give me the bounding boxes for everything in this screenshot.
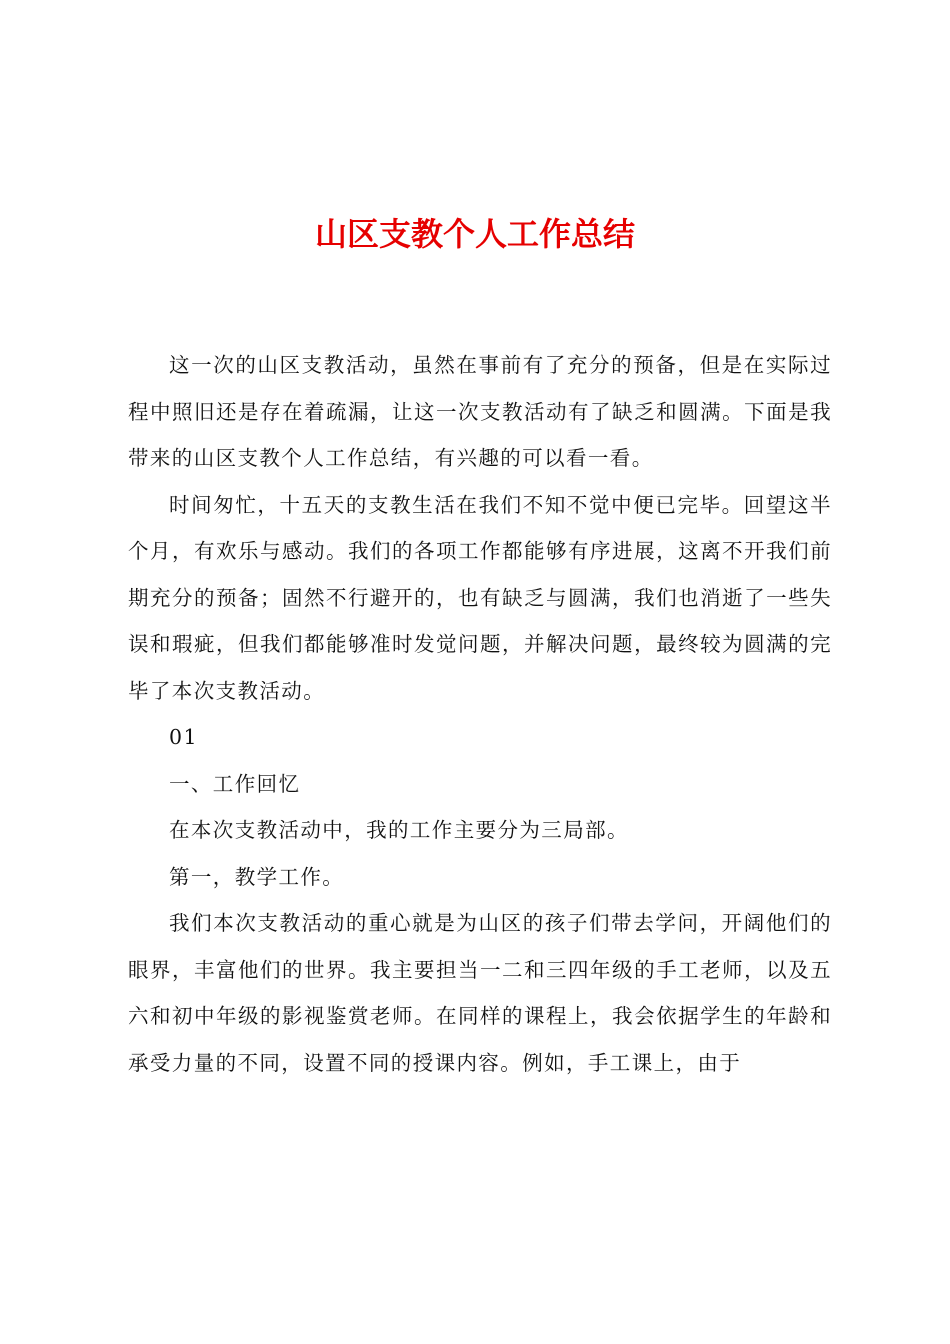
paragraph-work-parts: 在本次支教活动中，我的工作主要分为三局部。 (169, 818, 629, 842)
paragraph-teaching: 我们本次支教活动的重心就是为山区的孩子们带去学问，开阔他们的眼界，丰富他们的世界。我主要担当一二和三四年级的手工老师，以及五六和初中年级的影视鉴赏老师。在同样的课程上，我会依据学生的年龄和承受力量的不同，设置不同的授课内容。例如，手工课上，由于 (128, 911, 832, 1075)
subsection-heading: 第一，教学工作。 (169, 864, 345, 889)
document-title: 山区支教个人工作总结 (314, 215, 635, 253)
section-heading: 一、工作回忆 (169, 771, 301, 796)
section-number: 01 (169, 725, 198, 749)
paragraph-summary: 时间匆忙，十五天的支教生活在我们不知不觉中便已完毕。回望这半个月，有欢乐与感动。我们的各项工作都能够有序进展，这离不开我们前期充分的预备；固然不行避开的，也有缺乏与圆满，我们也消逝了一些失误和瑕疵，但我们都能够准时发觉问题，并解决问题，最终较为圆满的完毕了本次支教活动。 (128, 492, 832, 703)
document-body (128, 342, 832, 1086)
paragraph-intro: 这一次的山区支教活动，虽然在事前有了充分的预备，但是在实际过程中照旧还是存在着疏漏，让这一次支教活动有了缺乏和圆满。下面是我带来的山区支教个人工作总结，有兴趣的可以看一看。 (128, 353, 832, 470)
